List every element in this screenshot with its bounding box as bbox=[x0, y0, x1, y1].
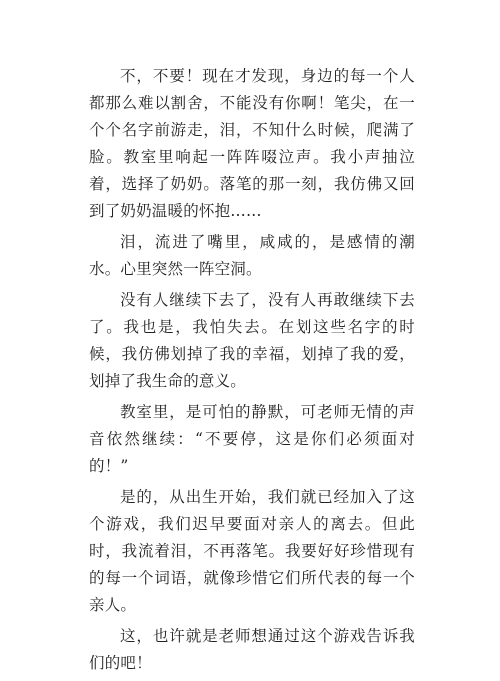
paragraph-2: 泪，流进了嘴里，咸咸的，是感情的潮水。心里突然一阵空洞。 bbox=[89, 233, 415, 278]
paragraph-4: 教室里，是可怕的静默，可老师无情的声音依然继续：“不要停，这是你们必须面对的！” bbox=[89, 403, 415, 475]
paragraph-3: 没有人继续下去了，没有人再敢继续下去了。我也是，我怕失去。在划这些名字的时候，我仿佛划掉了我的幸福，划掉了我的爱，划掉了我生命的意义。 bbox=[89, 291, 415, 390]
paragraph-6: 这，也许就是老师想通过这个游戏告诉我们的吧！ bbox=[89, 627, 415, 672]
essay-body bbox=[89, 63, 415, 681]
paragraph-5: 是的，从出生开始，我们就已经加入了这个游戏，我们迟早要面对亲人的离去。但此时，我流着泪，不再落笔。我要好好珍惜现有的每一个词语，就像珍惜它们所代表的每一个亲人。 bbox=[89, 488, 415, 614]
paragraph-1: 不，不要！现在才发现，身边的每一个人都那么难以割舍，不能没有你啊！笔尖，在一个个名字前游走，泪，不知什么时候，爬满了脸。教室里响起一阵阵啜泣声。我小声抽泣着，选择了奶奶。落笔的那一刻，我仿佛又回到了奶奶温暖的怀抱…… bbox=[89, 67, 415, 220]
